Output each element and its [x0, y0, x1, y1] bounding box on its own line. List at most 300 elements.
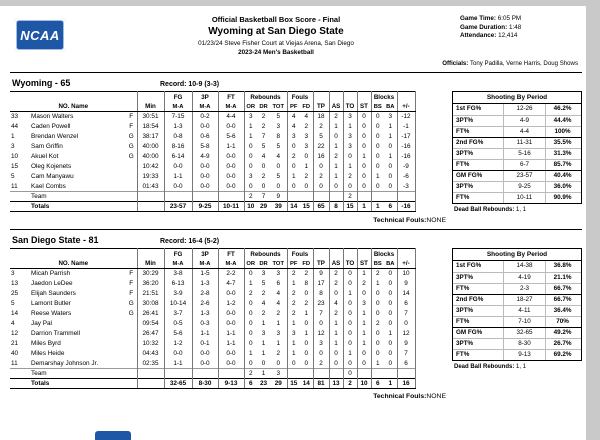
- shooting-made-attempted: 23-57: [503, 171, 545, 181]
- player-row-fd: 0: [304, 320, 309, 327]
- team-row-tot: 3: [270, 369, 287, 379]
- team-row-bs: [371, 192, 384, 202]
- player-row-pf: 4: [287, 112, 300, 122]
- player-row-ba: 0: [388, 290, 393, 297]
- player-row-fd: 2: [304, 173, 309, 180]
- player-row-dr: 2: [261, 173, 266, 180]
- col-st: ST: [357, 249, 371, 269]
- player-row-dr: 3: [261, 270, 266, 278]
- player-row-tot: 3: [276, 270, 281, 278]
- player-row-no: 13: [11, 280, 19, 287]
- totals-row-dr: 23: [257, 379, 270, 389]
- col-ft-ma: M-A: [218, 259, 244, 269]
- player-row-tot: 0: [276, 182, 281, 190]
- player-row-name: Jaedon LeDee: [31, 280, 73, 287]
- player-row-3p: 0-0: [192, 359, 218, 369]
- player-row-as: 1: [329, 339, 343, 349]
- player-row-ft: 0-0: [218, 182, 244, 192]
- shooting-stat-label: FT%: [456, 161, 470, 168]
- player-row-name: Sam Griffin: [31, 143, 63, 150]
- player-row-fg: 0-5: [164, 319, 192, 329]
- player-row-fg: 6-13: [164, 279, 192, 289]
- box-score-table: [10, 248, 416, 389]
- player-row: [10, 142, 415, 152]
- player-row-or: 0: [244, 329, 257, 339]
- shooting-stat-label: 2nd FG%: [456, 296, 484, 303]
- shooting-made-attempted: 18-27: [503, 295, 545, 305]
- player-row-pos: [126, 339, 137, 349]
- team-row-pos: [126, 369, 137, 379]
- shooting-row: [453, 115, 581, 126]
- player-row: [10, 359, 415, 369]
- player-row-pm: 12: [397, 329, 415, 339]
- player-row-ft: 0-0: [218, 122, 244, 132]
- player-row-fd: 0: [304, 182, 309, 190]
- player-row-no: 21: [11, 340, 19, 347]
- player-row-pf: 0: [287, 142, 300, 152]
- player-row-fg: 10-14: [164, 299, 192, 309]
- player-row-tp: 0: [313, 162, 329, 172]
- player-row-as: 1: [329, 172, 343, 182]
- player-row-dr: 0: [261, 359, 266, 367]
- shooting-made-attempted: 6-7: [503, 160, 545, 170]
- player-row-name: Lamont Butler: [31, 300, 71, 307]
- team-row-ba: [384, 369, 397, 379]
- player-row-pos: F: [129, 280, 134, 287]
- col-3p: 3P: [192, 92, 218, 102]
- col-fouls: Fouls: [287, 249, 313, 259]
- col-3p-ma: M-A: [192, 259, 218, 269]
- player-row-tot: 1: [276, 320, 281, 327]
- player-row-to: 1: [343, 289, 357, 299]
- shooting-percentage: 35.5%: [545, 138, 579, 148]
- player-row-pf: 4: [287, 122, 300, 132]
- report-title: Official Basketball Box Score - Final: [211, 15, 341, 24]
- player-row-ft: 0-0: [218, 152, 244, 162]
- player-row-name: Jay Pal: [31, 320, 52, 327]
- player-row-no: 11: [11, 359, 18, 367]
- player-row-min: 30:29: [137, 269, 164, 279]
- player-row-3p: 1-1: [192, 329, 218, 339]
- team-row-no: [10, 192, 30, 202]
- player-row-pf: 0: [287, 359, 300, 369]
- shooting-made-attempted: 10-11: [503, 193, 545, 203]
- col-fd: FD: [300, 102, 313, 112]
- player-row-or: 0: [244, 339, 257, 349]
- totals-row-as: 13: [329, 379, 343, 389]
- player-row-tot: 0: [276, 163, 281, 170]
- player-row-tot: 0: [276, 359, 281, 367]
- player-row-name: Miles Heide: [31, 350, 65, 357]
- report-header: [10, 12, 582, 70]
- col-dr: DR: [257, 259, 270, 269]
- player-row-pf: 2: [287, 289, 300, 299]
- player-row-as: 1: [329, 329, 343, 339]
- team-row-fg: [164, 369, 192, 379]
- player-row-pf: 0: [287, 162, 300, 172]
- shooting-stat-label: 3PT%: [456, 307, 474, 314]
- shooting-percentage: 69.2%: [545, 350, 579, 360]
- player-row-bs: 0: [371, 132, 384, 142]
- player-row-pf: 1: [287, 279, 300, 289]
- team-row-min: [137, 192, 164, 202]
- player-row-no: 11: [11, 182, 18, 190]
- player-row-bs: 0: [371, 112, 384, 122]
- player-row-name: Demarshay Johnson Jr.: [31, 359, 99, 367]
- player-row-tp: 3: [313, 339, 329, 349]
- team-row-ba: [384, 192, 397, 202]
- player-row-no: 3: [11, 143, 15, 150]
- player-row-min: 36:20: [137, 279, 164, 289]
- player-row-ft: 1-1: [218, 329, 244, 339]
- player-row-bs: 1: [371, 359, 384, 369]
- col-ba: BA: [384, 102, 397, 112]
- player-row-pos: F: [129, 270, 134, 278]
- player-row-pf: 0: [287, 182, 300, 192]
- player-row-ft: 4-7: [218, 279, 244, 289]
- player-row-fg: 3-8: [164, 269, 192, 279]
- divider: [10, 229, 582, 230]
- totals-row-to: 2: [343, 379, 357, 389]
- player-row-tot: 5: [276, 173, 281, 180]
- player-row-as: 0: [329, 182, 343, 192]
- team-row-tot: 9: [270, 192, 287, 202]
- team-row-or: 2: [244, 192, 257, 202]
- team-row-as: [329, 369, 343, 379]
- totals-row-tp: 81: [313, 379, 329, 389]
- totals-row: [10, 379, 415, 389]
- player-row-st: 0: [357, 289, 371, 299]
- player-row-ft: 0-0: [218, 309, 244, 319]
- shooting-row: [453, 170, 581, 181]
- player-row-bs: 2: [371, 319, 384, 329]
- player-row-name: Brendan Wenzel: [31, 133, 79, 140]
- player-row-name: Mason Walters: [31, 113, 74, 121]
- team-row-3p: [192, 192, 218, 202]
- player-row-as: 1: [329, 319, 343, 329]
- player-row-min: 01:43: [137, 182, 164, 192]
- player-row-pf: 3: [287, 132, 300, 142]
- team-row-as: [329, 192, 343, 202]
- team-row-tp: [313, 192, 329, 202]
- player-row-or: 1: [244, 349, 257, 359]
- player-row-pos: G: [128, 310, 134, 317]
- player-row-pm: -1: [397, 122, 415, 132]
- col-as: AS: [329, 249, 343, 269]
- col-or: OR: [244, 259, 257, 269]
- team-row-or: 2: [244, 369, 257, 379]
- game-duration: Game Duration: 1:48: [460, 23, 522, 31]
- shooting-row: [453, 349, 581, 360]
- col-bs: BS: [371, 102, 384, 112]
- player-row-to: 3: [343, 132, 357, 142]
- shooting-panel: [452, 248, 582, 361]
- player-row-dr: 5: [261, 143, 266, 150]
- player-row-to: 1: [343, 349, 357, 359]
- col-pf: PF: [287, 102, 300, 112]
- player-row-bs: 0: [371, 182, 384, 192]
- player-row-fd: 4: [304, 113, 309, 121]
- player-row-min: 10:32: [137, 339, 164, 349]
- col-fg-ma: M-A: [164, 102, 192, 112]
- totals-row-st: 1: [357, 202, 371, 212]
- totals-row-dr: 29: [257, 202, 270, 212]
- player-row-bs: 1: [371, 172, 384, 182]
- totals-row-name: Totals: [30, 379, 126, 389]
- shooting-row: [453, 137, 581, 148]
- player-row-or: 3: [244, 112, 257, 122]
- team-row-tp: [313, 369, 329, 379]
- player-row-pm: -16: [397, 152, 415, 162]
- player-row-to: 0: [343, 152, 357, 162]
- player-row-as: 1: [329, 122, 343, 132]
- player-row-to: 0: [343, 279, 357, 289]
- player-row-no: 5: [11, 173, 15, 180]
- dead-ball-rebounds: Dead Ball Rebounds: 1, 1: [454, 364, 527, 370]
- player-row-ft: 1-1: [218, 339, 244, 349]
- player-row: [10, 329, 415, 339]
- team-row-min: [137, 369, 164, 379]
- divider: [10, 72, 582, 73]
- player-row-fd: 2: [304, 123, 309, 130]
- col-3p: 3P: [192, 249, 218, 259]
- player-row-fd: 0: [304, 153, 309, 160]
- report-page: [0, 6, 586, 440]
- player-row-as: 0: [329, 289, 343, 299]
- col-blocks: Blocks: [371, 249, 397, 259]
- shooting-made-attempted: 14-38: [503, 261, 545, 272]
- player-row-min: 26:41: [137, 309, 164, 319]
- player-row-tp: 23: [313, 299, 329, 309]
- totals-row-or: 10: [244, 202, 257, 212]
- player-row-3p: 0-2: [192, 112, 218, 122]
- totals-row-ba: 6: [384, 202, 397, 212]
- shooting-made-attempted: 8-30: [503, 339, 545, 349]
- game-time: Game Time: 6:05 PM: [460, 15, 522, 22]
- col-as: AS: [329, 92, 343, 112]
- player-row-ba: 1: [388, 153, 393, 160]
- player-row-ba: 0: [388, 300, 393, 307]
- player-row-tot: 8: [276, 133, 281, 140]
- player-row-or: 0: [244, 299, 257, 309]
- player-row-3p: 0-0: [192, 122, 218, 132]
- player-row-name: Micah Parrish: [31, 270, 71, 278]
- player-row-ba: 0: [388, 359, 393, 367]
- shooting-title: Shooting By Period: [453, 249, 581, 261]
- player-row-tp: 17: [313, 279, 329, 289]
- player-row-tp: 5: [313, 132, 329, 142]
- team-bar: [10, 232, 582, 248]
- team-record: Record: 16-4 (5-2): [160, 238, 220, 245]
- player-row-3p: 0-0: [192, 162, 218, 172]
- player-row-or: 0: [244, 162, 257, 172]
- player-row-min: 40:00: [137, 142, 164, 152]
- player-row-tp: 18: [313, 112, 329, 122]
- player-row-fg: 1-2: [164, 339, 192, 349]
- totals-row-tot: 29: [270, 379, 287, 389]
- player-row-pos: [126, 182, 137, 192]
- player-row-fg: 5-6: [164, 329, 192, 339]
- col-to: TO: [343, 249, 357, 269]
- player-row-ba: 1: [388, 133, 393, 140]
- player-row-min: 30:51: [137, 112, 164, 122]
- player-row: [10, 279, 415, 289]
- totals-row-ft: 9-13: [218, 379, 244, 389]
- player-row: [10, 152, 415, 162]
- totals-row-min: [137, 202, 164, 212]
- player-row-to: 0: [343, 269, 357, 279]
- player-row-st: 0: [357, 112, 371, 122]
- player-row-dr: 1: [261, 340, 266, 347]
- player-row-tp: 2: [313, 172, 329, 182]
- shooting-made-attempted: 9-25: [503, 182, 545, 192]
- player-row: [10, 349, 415, 359]
- player-row-3p: 2-6: [192, 299, 218, 309]
- player-row-pf: 2: [287, 152, 300, 162]
- shooting-percentage: 31.3%: [545, 149, 579, 159]
- col-no-name: NO. Name: [10, 92, 137, 112]
- player-row-name: Kael Combs: [31, 182, 66, 190]
- player-row-fd: 3: [304, 143, 309, 150]
- col-tot: TOT: [270, 102, 287, 112]
- team-name: Wyoming - 65: [12, 78, 71, 88]
- totals-row-pos: [126, 379, 137, 389]
- player-row-dr: 1: [261, 350, 266, 357]
- player-row-st: 0: [357, 132, 371, 142]
- team-row-dr: 7: [257, 192, 270, 202]
- player-row-st: 0: [357, 162, 371, 172]
- col-plusminus: +/-: [397, 92, 415, 112]
- team-row-no: [10, 369, 30, 379]
- col-tp: TP: [313, 92, 329, 112]
- player-row-to: 0: [343, 309, 357, 319]
- col-3p-ma: M-A: [192, 102, 218, 112]
- player-row-fg: 0-0: [164, 162, 192, 172]
- shooting-row: [453, 261, 581, 272]
- player-row-pm: -3: [397, 182, 415, 192]
- shooting-row: [453, 192, 581, 203]
- player-row-dr: 4: [261, 300, 266, 307]
- player-row-fd: 2: [304, 300, 309, 307]
- shooting-percentage: 100%: [545, 127, 579, 137]
- player-row-dr: 7: [261, 133, 266, 140]
- shooting-row: [453, 126, 581, 137]
- shooting-percentage: 21.1%: [545, 273, 579, 283]
- totals-row-pm: 16: [397, 379, 415, 389]
- player-row-dr: 5: [261, 280, 266, 287]
- player-row-name: Cam Manyawu: [31, 173, 74, 180]
- player-row-to: 0: [343, 182, 357, 192]
- shooting-stat-label: FT%: [456, 285, 470, 292]
- shooting-percentage: 44.4%: [545, 116, 579, 126]
- player-row-pm: -16: [397, 142, 415, 152]
- shooting-made-attempted: 5-16: [503, 149, 545, 159]
- team-row-pos: [126, 192, 137, 202]
- player-row-pm: 0: [397, 319, 415, 329]
- player-row-name: Elijah Saunders: [31, 290, 76, 297]
- player-row-no: 14: [11, 310, 19, 317]
- player-row-bs: 0: [371, 339, 384, 349]
- col-blocks: Blocks: [371, 92, 397, 102]
- totals-row-fd: 15: [300, 202, 313, 212]
- totals-row-as: 8: [329, 202, 343, 212]
- shooting-stat-label: 3PT%: [456, 117, 474, 124]
- player-row-pm: -12: [397, 112, 415, 122]
- player-row: [10, 132, 415, 142]
- player-row-ba: 0: [388, 280, 393, 287]
- player-row-min: 10:42: [137, 162, 164, 172]
- player-row-pos: F: [129, 123, 134, 130]
- shooting-stat-label: 3PT%: [456, 274, 474, 281]
- player-row-or: 0: [244, 309, 257, 319]
- totals-row-st: 10: [357, 379, 371, 389]
- shooting-row: [453, 104, 581, 115]
- shooting-percentage: 85.7%: [545, 160, 579, 170]
- totals-row-tot: 39: [270, 202, 287, 212]
- col-ft-ma: M-A: [218, 102, 244, 112]
- player-row-st: 0: [357, 142, 371, 152]
- player-row-ba: 1: [388, 123, 393, 130]
- shooting-row: [453, 181, 581, 192]
- player-row-to: 1: [343, 122, 357, 132]
- player-row-dr: 2: [261, 113, 266, 121]
- shooting-percentage: 36.4%: [545, 306, 579, 316]
- shooting-percentage: 40.4%: [545, 171, 579, 181]
- shooting-stat-label: 2nd FG%: [456, 139, 484, 146]
- team-row-st: [357, 369, 371, 379]
- col-min: Min: [137, 92, 164, 112]
- shooting-percentage: 66.7%: [545, 284, 579, 294]
- totals-row-bs: 1: [371, 202, 384, 212]
- player-row-st: 0: [357, 349, 371, 359]
- player-row-3p: 0-0: [192, 172, 218, 182]
- player-row-to: 2: [343, 172, 357, 182]
- col-rebounds: Rebounds: [244, 249, 287, 259]
- season-line: 2023-24 Men's Basketball: [238, 49, 314, 56]
- player-row-or: 1: [244, 122, 257, 132]
- player-row-min: 38:17: [137, 132, 164, 142]
- player-row-pm: 7: [397, 349, 415, 359]
- player-row-pos: [126, 329, 137, 339]
- player-row-no: 44: [11, 123, 19, 130]
- player-row-as: 2: [329, 279, 343, 289]
- player-row-tot: 3: [276, 330, 281, 337]
- player-row-no: 33: [11, 113, 19, 121]
- player-row-ba: 0: [388, 310, 393, 317]
- col-ft: FT: [218, 92, 244, 102]
- player-row-name: Caden Powell: [31, 123, 71, 130]
- player-row-ba: 1: [388, 330, 393, 337]
- col-to: TO: [343, 92, 357, 112]
- player-row: [10, 112, 415, 122]
- shooting-made-attempted: 11-31: [503, 138, 545, 148]
- matchup-title: Wyoming at San Diego State: [208, 26, 344, 37]
- player-row-tp: 0: [313, 182, 329, 192]
- team-row-fd: [300, 369, 313, 379]
- player-row-or: 0: [244, 359, 257, 369]
- player-row-fg: 1-3: [164, 122, 192, 132]
- player-row-tp: 22: [313, 142, 329, 152]
- player-row-to: 0: [343, 319, 357, 329]
- player-row-as: 2: [329, 269, 343, 279]
- team-row-st: [357, 192, 371, 202]
- player-row-pm: 6: [397, 359, 415, 369]
- totals-row-no: [10, 379, 30, 389]
- team-name: San Diego State - 81: [12, 235, 99, 245]
- player-row: [10, 299, 415, 309]
- col-ft: FT: [218, 249, 244, 259]
- player-row-pf: 1: [287, 339, 300, 349]
